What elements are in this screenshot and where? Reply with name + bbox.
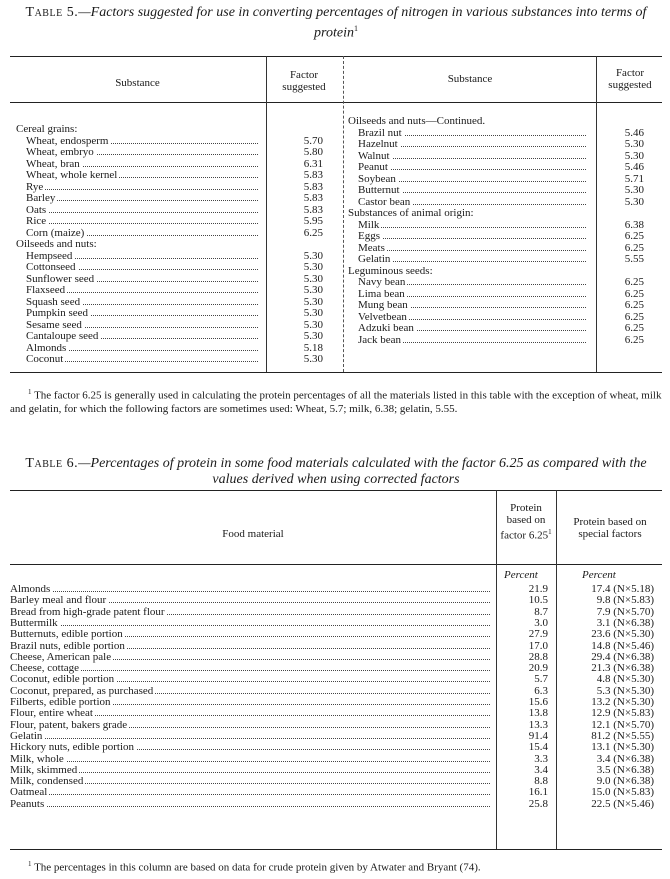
- table6-footnote-number: 1: [28, 860, 32, 868]
- substance-name: Eggs: [358, 230, 380, 242]
- table5-right-row: [358, 139, 644, 150]
- table6-title: —Percentages of protein in some food materials calculated with the factor 6.25 as compared with the values derived when using corrected factors: [78, 456, 647, 487]
- factor-value: 5.30: [303, 295, 323, 308]
- table5-right-row: [358, 197, 644, 208]
- table5-header-rule: [10, 102, 662, 103]
- factor-value: 6.25: [624, 322, 644, 334]
- leader-dots: [14, 625, 490, 626]
- table5-header-factor-right: Factor suggested: [608, 67, 652, 91]
- protein-625-value: 8.8: [534, 775, 548, 788]
- factor-value: 6.25: [303, 226, 323, 239]
- substance-name: Navy bean: [358, 276, 406, 288]
- food-name: Flour, entire wheat: [10, 707, 93, 720]
- table5-caption: [10, 5, 662, 42]
- table6-header-rule: [10, 564, 662, 565]
- food-name: Cheese, American pale: [10, 650, 112, 663]
- leader-dots: [14, 670, 490, 671]
- table5-left-row: [26, 216, 323, 227]
- table5-footnote-number: 1: [28, 388, 32, 396]
- table6-row: [10, 742, 662, 753]
- protein-625-value: 27.9: [528, 628, 548, 641]
- table5-left-row: [26, 159, 323, 170]
- table6-footnote-text: The percentages in this column are based on data for crude protein given by Atwater and Bryant (74).: [34, 861, 481, 874]
- protein-625-value: 8.7: [534, 605, 548, 618]
- substance-name: Walnut: [358, 149, 390, 162]
- table5-left-row: [26, 354, 323, 365]
- factor-value: 6.25: [624, 276, 644, 288]
- table6-row: [10, 697, 662, 708]
- table6-header-p625: Protein based on factor 6.25$^1$: [500, 502, 552, 542]
- protein-special-value: 3.5 (N×6.38): [596, 763, 654, 776]
- table6-caption: [10, 456, 662, 488]
- protein-special-value: 3.1 (N×6.38): [596, 616, 654, 629]
- table6-row: [10, 754, 662, 765]
- food-name: Butternuts, edible portion: [10, 628, 123, 641]
- factor-value: 5.70: [303, 134, 323, 147]
- food-name: Filberts, edible portion: [10, 696, 111, 708]
- protein-special-value: 12.1 (N×5.70): [591, 718, 654, 731]
- factor-value: 5.30: [303, 272, 323, 285]
- protein-625-value: 17.0: [528, 639, 548, 652]
- table5-left-row: [26, 285, 323, 296]
- protein-special-value: 15.0 (N×5.83): [591, 786, 654, 799]
- leader-dots: [360, 238, 586, 239]
- food-name: Milk, skimmed: [10, 763, 78, 776]
- table6-row: [10, 799, 662, 810]
- table6-row: [10, 595, 662, 606]
- food-name: Almonds: [10, 583, 51, 595]
- protein-625-value: 13.8: [528, 707, 548, 720]
- table5-left-group-heading: Oilseeds and nuts:: [16, 238, 97, 250]
- food-name: Peanuts: [10, 797, 45, 810]
- factor-value: 5.30: [303, 330, 323, 342]
- table5-center-divider: [343, 56, 344, 372]
- protein-special-value: 9.8 (N×5.83): [596, 594, 654, 607]
- table5-right-group-heading: Oilseeds and nuts—Continued.: [348, 115, 486, 127]
- factor-value: 5.83: [303, 169, 323, 181]
- factor-value: 5.71: [624, 172, 644, 185]
- factor-value: 5.30: [624, 138, 644, 150]
- table5-left-row: [26, 320, 323, 331]
- substance-name: Rice: [26, 215, 47, 227]
- food-name: Bread from high-grade patent flour: [10, 605, 165, 618]
- table5-label: Table 5.: [25, 5, 79, 20]
- leader-dots: [14, 806, 490, 807]
- table5-right-row: [358, 312, 644, 323]
- leader-dots: [14, 783, 490, 784]
- protein-special-value: 12.9 (N×5.83): [591, 707, 654, 720]
- substance-name: Mung bean: [358, 299, 408, 311]
- table6-units-p625: Percent: [504, 569, 538, 581]
- factor-value: 5.30: [303, 284, 323, 296]
- substance-name: Oats: [26, 203, 47, 216]
- table5-left-row: [26, 274, 323, 285]
- substance-name: Almonds: [26, 341, 67, 354]
- table6-row: [10, 584, 662, 595]
- substance-name: Cottonseed: [26, 261, 76, 273]
- substance-name: Adzuki bean: [358, 322, 414, 334]
- food-name: Buttermilk: [10, 616, 58, 629]
- protein-special-value: 4.8 (N×5.30): [596, 673, 654, 686]
- protein-625-value: 10.5: [528, 594, 548, 607]
- table5-left-row: [26, 331, 323, 342]
- food-name: Gelatin: [10, 729, 43, 742]
- substance-name: Peanut: [358, 161, 388, 173]
- leader-dots: [14, 591, 490, 592]
- table5-right-row: [358, 220, 644, 231]
- table6-row: [10, 720, 662, 731]
- table5-left-group-heading: Cereal grains:: [16, 123, 78, 135]
- table6-row: [10, 652, 662, 663]
- table5-footnote-mark: 1: [353, 24, 358, 33]
- table5-right-row: [358, 243, 644, 254]
- substance-name: Butternut: [358, 184, 400, 196]
- table5-right-row: [358, 289, 644, 300]
- table6-top-rule: [10, 490, 662, 491]
- substance-name: Wheat, bran: [26, 157, 80, 170]
- substance-name: Velvetbean: [358, 310, 407, 323]
- factor-value: 5.18: [303, 341, 323, 354]
- substance-name: Sunflower seed: [26, 272, 95, 285]
- factor-value: 5.83: [303, 203, 323, 216]
- leader-dots: [360, 250, 586, 251]
- table5-left-row: [26, 136, 323, 147]
- table6-label: Table 6.: [25, 456, 79, 471]
- protein-625-value: 91.4: [528, 729, 548, 742]
- table5-right-row: [358, 335, 644, 346]
- protein-special-value: 7.9 (N×5.70): [596, 605, 654, 618]
- factor-value: 6.31: [303, 157, 323, 170]
- protein-625-value: 16.1: [528, 786, 548, 799]
- table5-right-row: [358, 151, 644, 162]
- substance-name: Gelatin: [358, 253, 391, 265]
- table6-units-special: Percent: [582, 569, 616, 581]
- factor-value: 5.30: [624, 184, 644, 196]
- table6-row: [10, 708, 662, 719]
- food-name: Flour, patent, bakers grade: [10, 718, 128, 731]
- table5-left-row: [26, 147, 323, 158]
- protein-625-value: 3.0: [534, 616, 548, 629]
- substance-name: Sesame seed: [26, 318, 82, 331]
- protein-special-value: 13.1 (N×5.30): [591, 741, 654, 754]
- protein-special-value: 17.4 (N×5.18): [591, 583, 654, 595]
- substance-name: Wheat, endosperm: [26, 134, 109, 147]
- table5-right-row: [358, 323, 644, 334]
- protein-special-value: 21.3 (N×6.38): [591, 662, 654, 675]
- factor-value: 5.55: [624, 253, 644, 265]
- table5-header-factor: Factor suggested: [282, 69, 326, 93]
- leader-dots: [28, 200, 258, 201]
- food-name: Hickory nuts, edible portion: [10, 741, 135, 754]
- factor-value: 5.83: [303, 180, 323, 193]
- leader-dots: [14, 772, 490, 773]
- protein-special-value: 23.6 (N×5.30): [591, 628, 654, 641]
- substance-name: Jack bean: [358, 333, 402, 346]
- protein-special-value: 9.0 (N×6.38): [596, 775, 654, 788]
- protein-625-value: 13.3: [528, 718, 548, 731]
- table5-right-row: [358, 277, 644, 288]
- protein-special-value: 81.2 (N×5.55): [591, 729, 654, 742]
- table6-footnote: [10, 858, 662, 875]
- leader-dots: [360, 227, 586, 228]
- table6: [10, 490, 662, 850]
- table5: [10, 56, 662, 372]
- protein-625-value: 15.4: [528, 741, 548, 754]
- factor-value: 5.46: [624, 126, 644, 139]
- substance-name: Hazelnut: [358, 138, 398, 150]
- leader-dots: [14, 738, 490, 739]
- table5-left-row: [26, 297, 323, 308]
- substance-name: Meats: [358, 241, 385, 254]
- table5-right-row: [358, 174, 644, 185]
- substance-name: Squash seed: [26, 295, 81, 308]
- factor-value: 5.46: [624, 161, 644, 173]
- table5-header-substance: Substance: [115, 77, 160, 89]
- table6-row: [10, 607, 662, 618]
- substance-name: Corn (maize): [26, 226, 85, 239]
- factor-value: 5.30: [303, 261, 323, 273]
- factor-value: 5.30: [624, 195, 644, 208]
- protein-special-value: 22.5 (N×5.46): [591, 797, 654, 810]
- substance-name: Barley: [26, 192, 56, 204]
- leader-dots: [28, 212, 258, 213]
- substance-name: Flaxseed: [26, 284, 66, 296]
- table5-left-row: [26, 228, 323, 239]
- table5-header-substance-right: Substance: [447, 73, 493, 85]
- table5-left-row: [26, 182, 323, 193]
- factor-value: 6.25: [624, 241, 644, 254]
- food-name: Oatmeal: [10, 786, 48, 799]
- factor-value: 5.95: [303, 215, 323, 227]
- food-name: Milk, whole: [10, 752, 64, 765]
- substance-name: Hempseed: [26, 249, 73, 262]
- table5-left-row: [26, 205, 323, 216]
- substance-name: Castor bean: [358, 195, 411, 208]
- table5-left-row: [26, 193, 323, 204]
- leader-dots: [14, 761, 490, 762]
- protein-625-value: 21.9: [528, 583, 548, 595]
- protein-special-value: 5.3 (N×5.30): [596, 684, 654, 697]
- leader-dots: [14, 794, 490, 795]
- protein-special-value: 3.4 (N×6.38): [596, 752, 654, 765]
- table5-left-row: [26, 308, 323, 319]
- table5-title: —Factors suggested for use in converting percentages of nitrogen in various substances into terms of protein: [78, 5, 647, 41]
- table6-row: [10, 787, 662, 798]
- factor-value: 5.30: [303, 318, 323, 331]
- protein-625-value: 6.3: [534, 684, 548, 697]
- table5-right-group-heading: Leguminous seeds:: [348, 264, 433, 277]
- food-name: Brazil nuts, edible portion: [10, 639, 125, 652]
- table5-left-row: [26, 170, 323, 181]
- food-name: Coconut, prepared, as purchased: [10, 684, 154, 697]
- protein-special-value: 13.2 (N×5.30): [591, 696, 654, 708]
- leader-dots: [360, 261, 586, 262]
- substance-name: Wheat, embryo: [26, 146, 94, 158]
- food-name: Milk, condensed: [10, 775, 84, 788]
- protein-625-value: 20.9: [528, 662, 548, 675]
- factor-value: 6.25: [624, 299, 644, 311]
- factor-value: 5.80: [303, 146, 323, 158]
- table6-row: [10, 765, 662, 776]
- table5-bottom-rule: [10, 372, 662, 373]
- leader-dots: [28, 189, 258, 190]
- table5-right-row: [358, 128, 644, 139]
- substance-name: Cantaloupe seed: [26, 330, 99, 342]
- factor-value: 5.30: [303, 353, 323, 365]
- leader-dots: [28, 223, 258, 224]
- protein-625-value: 3.3: [534, 752, 548, 765]
- table5-left-row: [26, 251, 323, 262]
- substance-name: Wheat, whole kernel: [26, 169, 118, 181]
- leader-dots: [360, 169, 586, 170]
- table5-right-row: [358, 254, 644, 265]
- table5-top-rule: [10, 56, 662, 57]
- factor-value: 5.83: [303, 192, 323, 204]
- substance-name: Coconut: [26, 353, 64, 365]
- table5-left-row: [26, 343, 323, 354]
- table5-right-row: [358, 231, 644, 242]
- table6-row: [10, 629, 662, 640]
- factor-value: 6.25: [624, 310, 644, 323]
- table5-footnote: [10, 386, 662, 416]
- table5-right-row: [358, 162, 644, 173]
- substance-name: Soybean: [358, 172, 396, 185]
- protein-625-value: 3.4: [534, 763, 548, 776]
- table6-row: [10, 776, 662, 787]
- food-name: Cheese, cottage: [10, 662, 80, 675]
- protein-625-value: 25.8: [528, 797, 548, 810]
- table5-left-row: [26, 262, 323, 273]
- factor-value: 5.30: [303, 307, 323, 319]
- factor-value: 5.30: [303, 249, 323, 262]
- table5-right-row: [358, 185, 644, 196]
- table6-bottom-rule: [10, 849, 662, 850]
- table6-header-food: Food material: [222, 528, 284, 540]
- substance-name: Lima bean: [358, 287, 405, 300]
- table5-footnote-text: The factor 6.25 is generally used in calculating the protein percentages of all the materials listed in this table with the exception of wheat, milk and gelatin, for which the following factors are sometimes used: Wheat, 5.7; milk, 6.38; gelatin, 5.55.: [10, 389, 662, 415]
- table5-right-group-heading: Substances of animal origin:: [348, 207, 474, 219]
- protein-625-value: 15.6: [528, 696, 548, 708]
- protein-625-value: 5.7: [534, 673, 548, 686]
- factor-value: 6.38: [624, 218, 644, 231]
- protein-625-value: 28.8: [528, 650, 548, 663]
- substance-name: Brazil nut: [358, 126, 402, 139]
- protein-special-value: 14.8 (N×5.46): [591, 639, 654, 652]
- table6-row: [10, 674, 662, 685]
- substance-name: Pumpkin seed: [26, 307, 89, 319]
- factor-value: 6.25: [624, 230, 644, 242]
- protein-special-value: 29.4 (N×6.38): [591, 650, 654, 663]
- factor-value: 5.30: [624, 149, 644, 162]
- food-name: Barley meal and flour: [10, 594, 107, 607]
- table6-header-special: Protein based on special factors: [573, 516, 647, 540]
- factor-value: 6.25: [624, 287, 644, 300]
- leader-dots: [360, 158, 586, 159]
- food-name: Coconut, edible portion: [10, 673, 115, 686]
- table5-right-row: [358, 300, 644, 311]
- factor-value: 6.25: [624, 333, 644, 346]
- substance-name: Rye: [26, 180, 44, 193]
- substance-name: Milk: [358, 218, 380, 231]
